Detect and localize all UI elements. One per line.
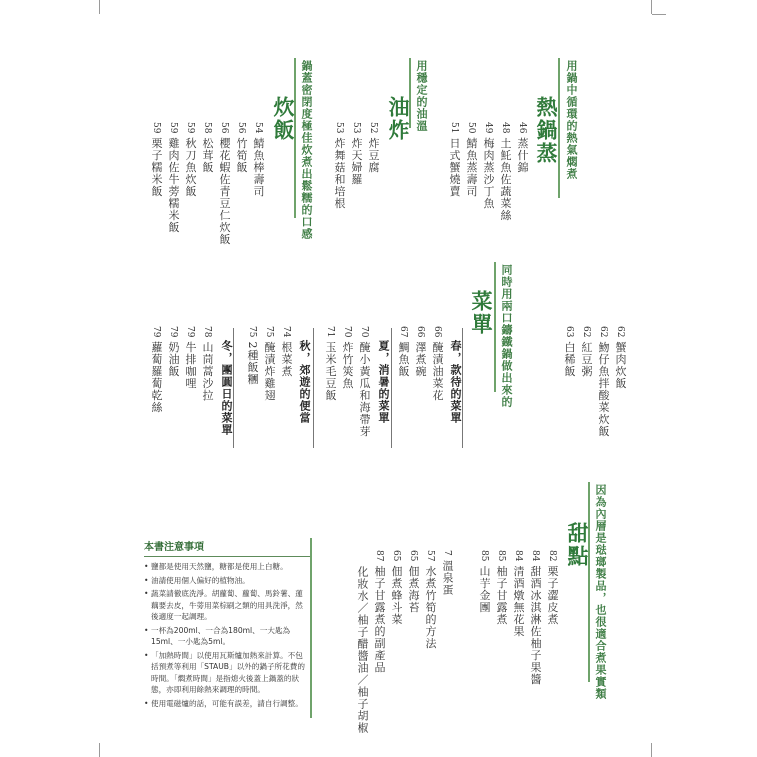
toc-item: 66澤煮碗 — [414, 326, 427, 378]
toc-item: 59雞肉佐牛蒡糯米飯 — [167, 122, 180, 234]
toc-item: 67鯛魚飯 — [397, 326, 410, 378]
toc-item: 62紅豆粥 — [580, 326, 593, 378]
notes-item: • 使用電磁爐的話，可能有誤差，請自行調整。 — [144, 698, 310, 710]
notes-item: • 鹽都是使用天然鹽，糖都是使用上白糖。 — [144, 561, 310, 573]
toc-item: 87柚子甘露煮的副產品 — [373, 550, 386, 674]
toc-item: 59栗子糯米飯 — [150, 122, 163, 198]
toc-item: 化妝水／柚子醋醬油／柚子胡椒 — [356, 566, 369, 734]
sweets-subtitle: 因為內層是琺瑯製品，也很適合煮果實類 — [594, 484, 607, 700]
notes-item: • 「加熱時間」以使用瓦斯爐加熱來計算。不包括預煮等利用「STAUB」以外的鍋子所花費的時間。「燜煮時間」是指熄火後蓋上鍋蓋的狀態，亦即利用餘熱來調理的時間。 — [144, 650, 310, 696]
toc-item: 75醃漬炸雞翅 — [263, 326, 276, 402]
toc-item: 51日式蟹燒賣 — [448, 122, 461, 198]
hot-pot-subtitle: 用鍋中循環的熱氣燜煮 — [565, 60, 578, 180]
toc-item: 85柚子甘露煮 — [495, 550, 508, 626]
toc-item: 7溫泉蛋 — [441, 550, 454, 596]
crop-mark-top-left — [99, 0, 100, 14]
toc-item: 74根菜煮 — [280, 326, 293, 378]
toc-item: 70醃小黃瓜和海帶芽 — [358, 326, 371, 438]
spring-heading: 春，款待的菜單 — [449, 340, 462, 424]
toc-item: 50鯖魚蒸壽司 — [465, 122, 478, 198]
toc-item: 79蘿蔔羅蔔乾絲 — [150, 326, 163, 414]
toc-item: 79牛排咖哩 — [184, 326, 197, 390]
toc-item: 65佃煮蜂斗菜 — [390, 550, 403, 626]
summer-heading: 夏，消暑的菜單 — [377, 340, 390, 424]
toc-item: 70炸竹筴魚 — [341, 326, 354, 390]
crop-mark-top-right-h — [652, 14, 666, 15]
toc-item: 66醃漬油菜花 — [431, 326, 444, 402]
rice-title: 炊飯 — [271, 96, 296, 142]
crop-mark-top-right — [651, 0, 652, 14]
notes-title: 本書注意事項 — [144, 538, 310, 557]
autumn-heading: 秋，郊遊的便當 — [298, 340, 311, 424]
dishes-title: 菜單 — [469, 290, 494, 336]
toc-item: 71玉米毛豆飯 — [324, 326, 337, 402]
toc-item: 52炸豆腐 — [367, 122, 380, 174]
sweets-bar — [588, 482, 590, 682]
toc-item: 84清酒燉無花果 — [512, 550, 525, 638]
toc-item: 63白稀飯 — [563, 326, 576, 378]
toc-item: 85山芋金團 — [478, 550, 491, 614]
toc-item: 49梅肉蒸沙丁魚 — [482, 122, 495, 210]
toc-item: 84甜酒冰淇淋佐柚子果醬 — [529, 550, 542, 686]
summer-divider — [391, 328, 392, 448]
toc-item: 48土魠魚佐蔬菜絲 — [499, 122, 512, 222]
toc-item: 59秋刀魚炊飯 — [184, 122, 197, 198]
toc-item: 58松茸飯 — [201, 122, 214, 174]
crop-mark-bottom-right — [651, 743, 652, 757]
winter-heading: 冬，團圓日的菜單 — [220, 340, 233, 436]
notes-rule — [310, 538, 312, 718]
toc-item: 57水煮竹筍的方法 — [424, 550, 437, 650]
toc-item: 62魩仔魚拌酸菜炊飯 — [597, 326, 610, 438]
fried-title: 油炸 — [386, 96, 411, 142]
hot-pot-title: 熱鍋蒸 — [534, 96, 559, 165]
sweets-title: 甜點 — [565, 522, 590, 568]
fried-subtitle: 用穩定的油溫 — [415, 60, 428, 132]
notes-item: • 一杯為200ml、一合為180ml、一大匙為15ml、一小匙為5ml。 — [144, 625, 310, 648]
toc-item: 46蒸什錦 — [516, 122, 529, 174]
toc-item: 53炸天婦羅 — [350, 122, 363, 186]
notes-item: • 蔬菜請徹底洗淨。胡蘿蔔、蘿蔔、馬鈴薯、蓮藕要去皮，牛蒡用菜棕刷之類的用具洗淨，然後適度一起調理。 — [144, 588, 310, 623]
toc-item: 56竹筍飯 — [235, 122, 248, 174]
notes-list — [144, 561, 310, 709]
crop-mark-bottom-left — [99, 743, 100, 757]
notes-item: • 油請使用個人偏好的植物油。 — [144, 575, 310, 587]
autumn-divider — [313, 328, 314, 448]
toc-item: 53炸舞菇和培根 — [333, 122, 346, 210]
toc-item: 752種飯糰 — [246, 326, 259, 386]
rice-subtitle: 鍋蓋密閉度極佳炊煮出鬆糯的口感 — [300, 60, 313, 240]
toc-item: 79奶油飯 — [167, 326, 180, 378]
toc-item: 54鯖魚棒壽司 — [252, 122, 265, 198]
toc-item: 82栗子澀皮煮 — [546, 550, 559, 626]
toc-item: 65佃煮海苔 — [407, 550, 420, 614]
toc-item: 56櫻花蝦佐青豆仁炊飯 — [218, 122, 231, 246]
toc-item: 78山茼蒿沙拉 — [201, 326, 214, 402]
toc-item: 62蟹肉炊飯 — [614, 326, 627, 390]
dishes-subtitle: 同時用兩口鑄鐵鍋做出來的 — [500, 264, 513, 408]
notes-box — [144, 538, 310, 711]
